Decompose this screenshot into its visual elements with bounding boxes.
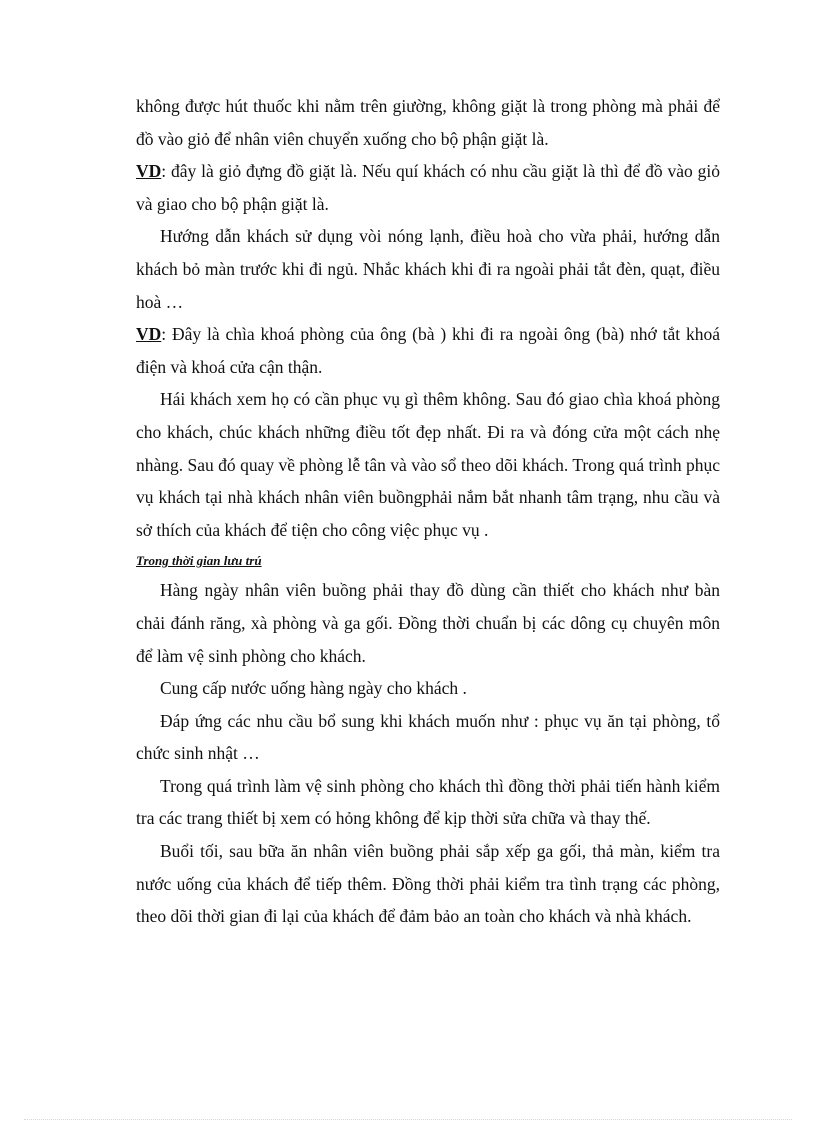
example-label: VD	[136, 324, 162, 345]
example-label: VD	[136, 161, 162, 182]
section-heading: Trong thời gian lưu trú	[136, 553, 262, 569]
paragraph-1: không được hút thuốc khi nằm trên giường, không giặt là trong phòng mà phải để đồ vào giỏ để nhân viên chuyển xuống cho bộ phận giặt là.	[136, 96, 720, 149]
paragraph-3: Hái khách xem họ có cần phục vụ gì thêm không. Sau đó giao chìa khoá phòng cho khách, chúc khách những điều tốt đẹp nhất. Đi ra và đóng cửa một cách nhẹ nhàng. Sau đó quay về phòng lễ tân và vào sổ theo dõi khách. Trong quá trình phục vụ khách tại nhà khách nhân viên buồngphải nắm bắt nhanh tâm trạng, nhu cầu và sở thích của khách để tiện cho công việc phục vụ .	[136, 389, 720, 540]
example-paragraph-1	[136, 155, 720, 220]
paragraph-2: Hướng dẫn khách sử dụng vòi nóng lạnh, điều hoà cho vừa phải, hướng dẫn khách bỏ màn trước khi đi ngủ. Nhắc khách khi đi ra ngoài phải tắt đèn, quạt, điều hoà …	[136, 226, 720, 312]
example-paragraph-2	[136, 318, 720, 383]
paragraph-5: Cung cấp nước uống hàng ngày cho khách .	[160, 678, 467, 699]
page-bottom-divider	[24, 1119, 792, 1120]
paragraph-7: Trong quá trình làm vệ sinh phòng cho khách thì đồng thời phải tiến hành kiểm tra các trang thiết bị xem có hỏng không để kịp thời sửa chữa và thay thế.	[136, 775, 720, 829]
document-page	[136, 90, 720, 933]
paragraph-8: Buổi tối, sau bữa ăn nhân viên buồng phải sắp xếp ga gối, thả màn, kiểm tra nước uống của khách để tiếp thêm. Đồng thời phải kiểm tra tình trạng các phòng, theo dõi thời gian đi lại của khách để đảm bảo an toàn cho khách và nhà khách.	[136, 841, 720, 927]
paragraph-6: Đáp ứng các nhu cầu bổ sung khi khách muốn như : phục vụ ăn tại phòng, tổ chức sinh nhật …	[136, 710, 720, 764]
example-text: : đây là giỏ đựng đồ giặt là. Nếu quí khách có nhu cầu giặt là thì để đồ vào giỏ và giao cho bộ phận giặt là.	[136, 161, 720, 214]
paragraph-4: Hàng ngày nhân viên buồng phải thay đồ dùng cần thiết cho khách như bàn chải đánh răng, xà phòng và ga gối. Đồng thời chuẩn bị các dông cụ chuyên môn để làm vệ sinh phòng cho khách.	[136, 580, 720, 666]
example-text: : Đây là chìa khoá phòng của ông (bà ) khi đi ra ngoài ông (bà) nhớ tắt khoá điện và khoá cửa cận thận.	[136, 324, 720, 377]
